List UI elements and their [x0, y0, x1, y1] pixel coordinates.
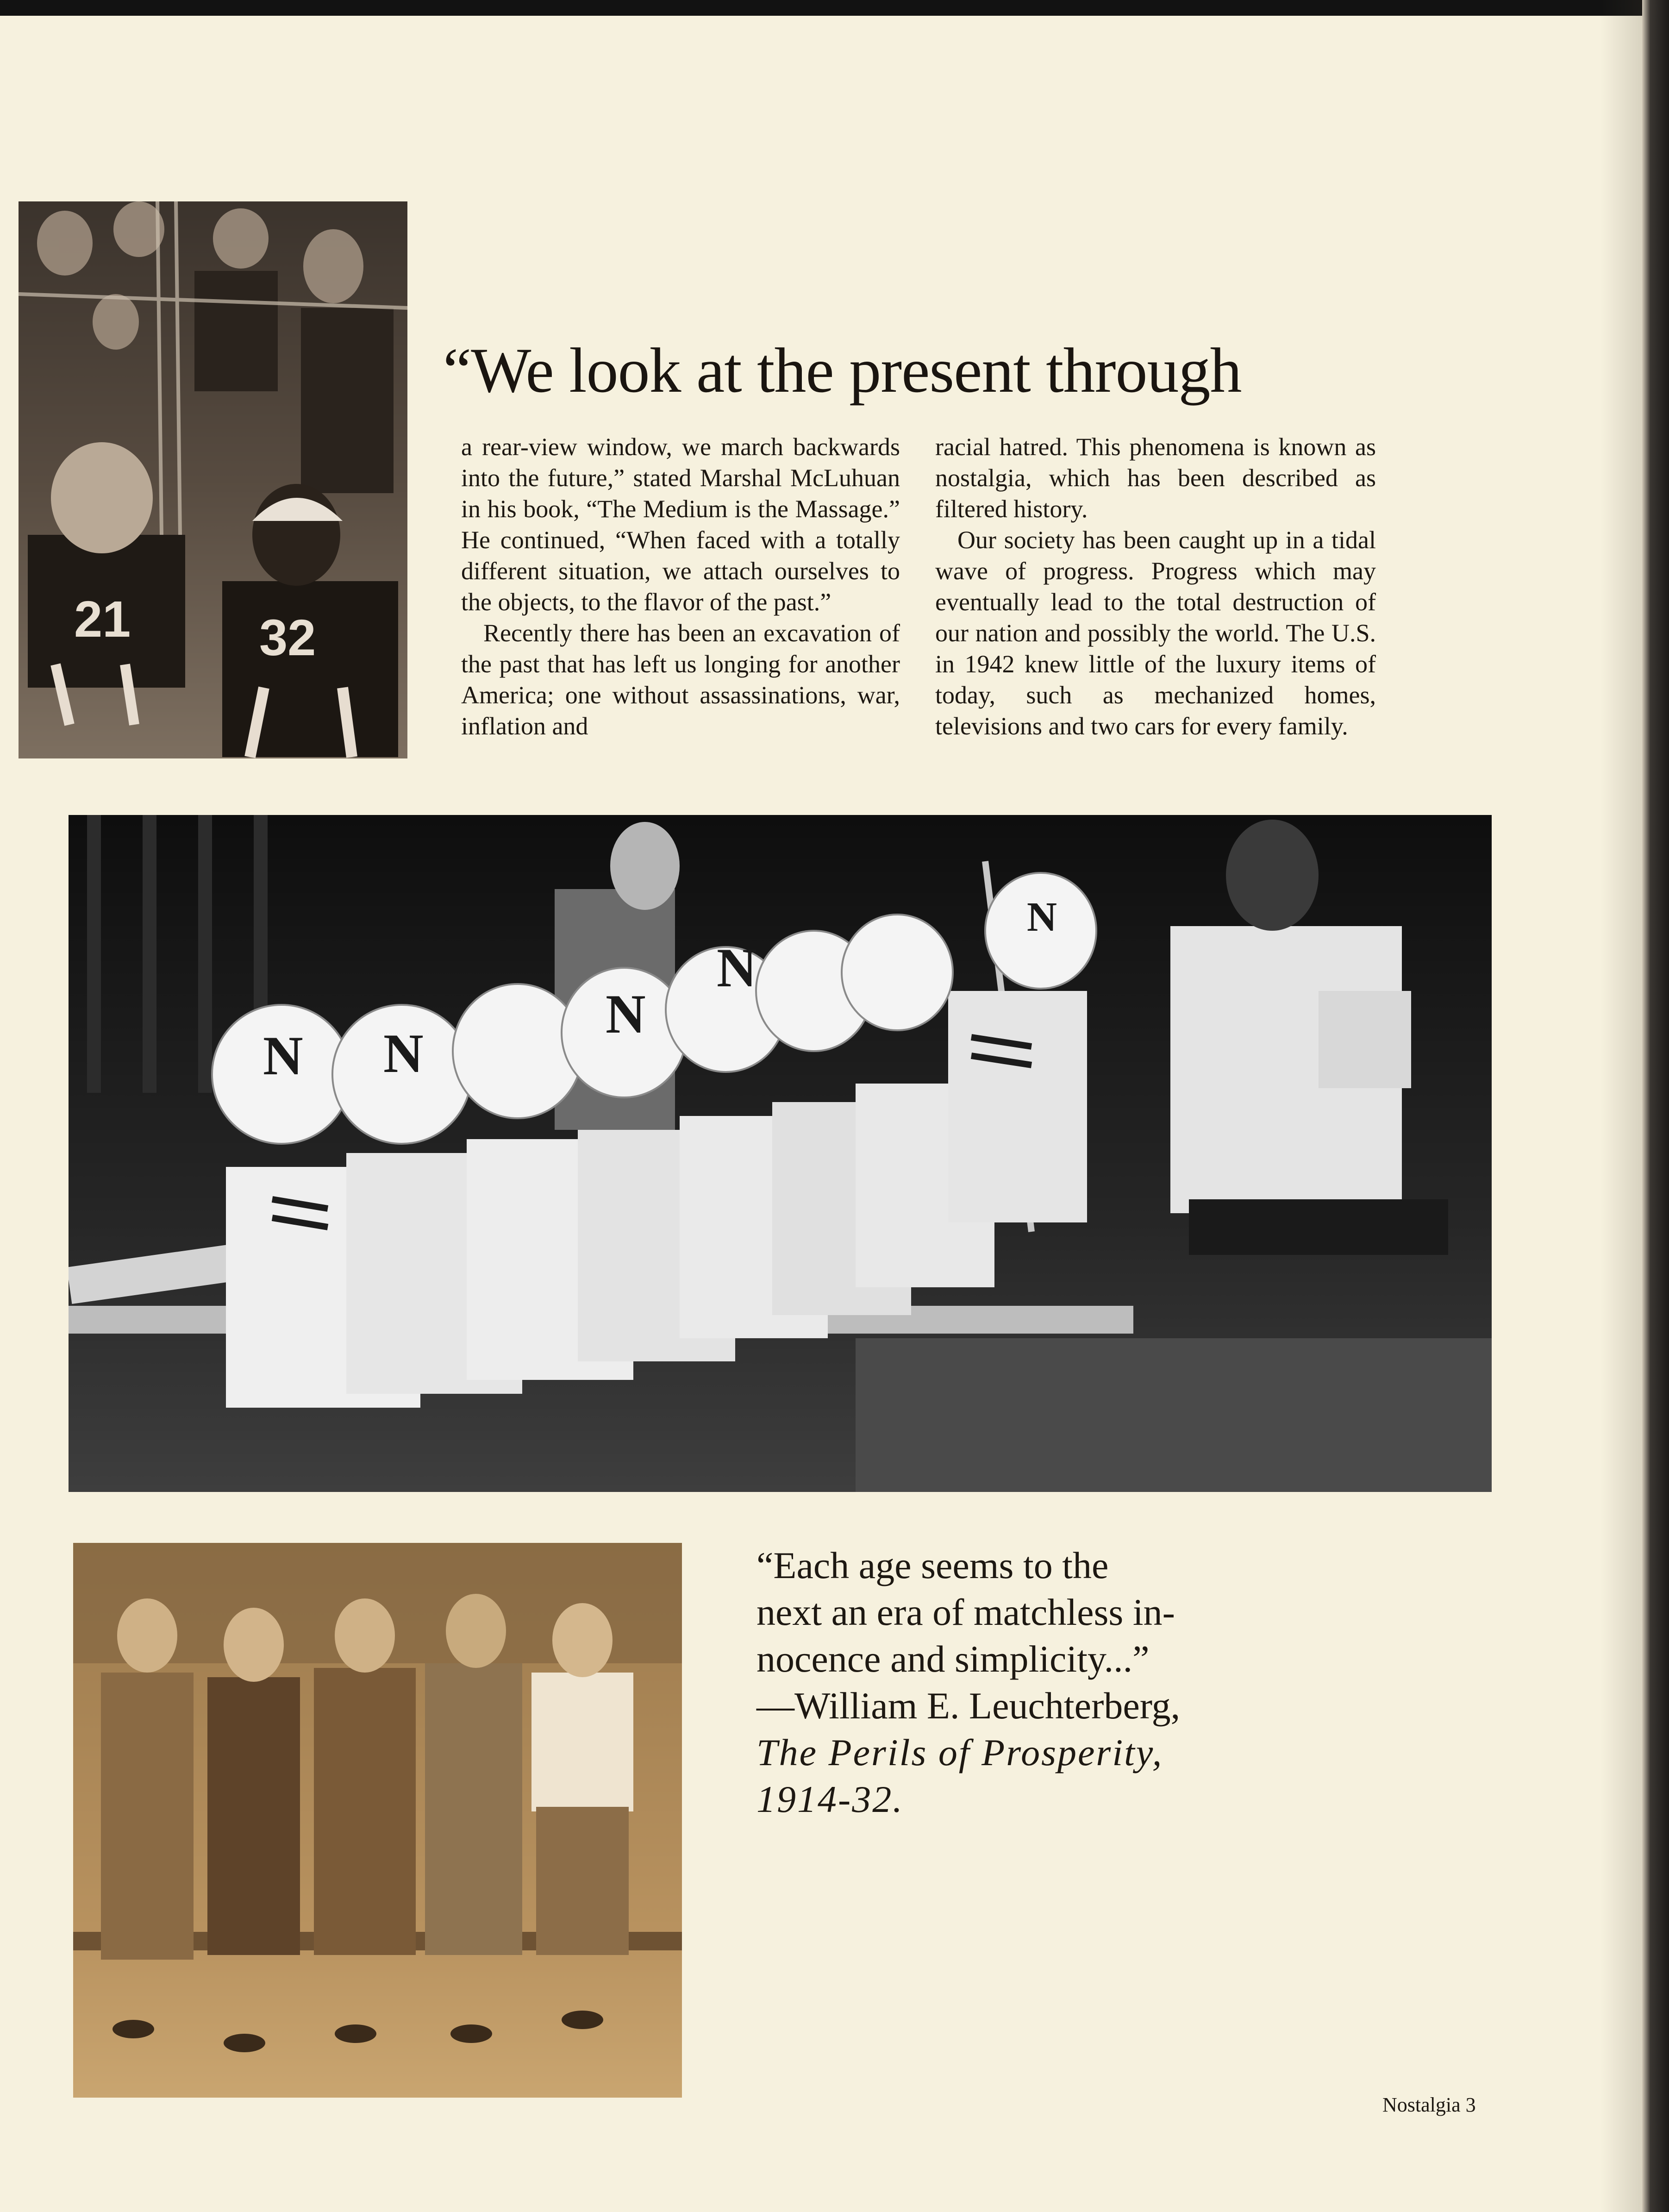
article-column-right — [935, 432, 1376, 742]
jersey-number-21: 21 — [74, 591, 131, 648]
right-paragraph-2: Our society has been caught up in a tidal wave of progress. Progress which may eventually lead to the total destruction of our nation and possibly the world. The U.S. in 1942 knew little of the luxury items of today, such as mechanized homes, televisions and two cars for every family. — [935, 526, 1376, 740]
helmet-letter: N — [717, 937, 757, 998]
quote-source-years: 1914-32. — [756, 1778, 904, 1820]
quote-attribution: —William E. Leuchterberg, — [756, 1685, 1181, 1727]
page-right-edge — [1642, 0, 1669, 2212]
left-paragraph-1: a rear-view window, we march backwards into the future,” stated Marshal McLuhuan in his book, “The Medium is the Massage.” He continued, “When faced with a totally different situation, we attach ourselves to the objects, to the flavor of the past.” — [461, 433, 900, 616]
helmet-letter: N — [383, 1022, 424, 1084]
left-paragraph-2: Recently there has been an excavation of the past that has left us longing for another America; one without assassinations, war, inflation and — [461, 619, 900, 740]
page-top-edge — [0, 0, 1669, 16]
right-paragraph-1: racial hatred. This phenomena is known as nostalgia, which has been described as filtered history. — [935, 433, 1376, 523]
football-players-stands-photo — [19, 201, 407, 758]
page-gutter-shadow — [1600, 0, 1642, 2212]
article-headline: “We look at the present through — [443, 335, 1242, 406]
article-column-left — [461, 432, 900, 742]
helmet-letter: N — [263, 1025, 303, 1086]
football-bench-photo — [69, 815, 1492, 1492]
helmet-letter: N — [606, 983, 646, 1045]
quote-line: “Each age seems to the — [756, 1544, 1109, 1586]
quote-line: next an era of matchless in- — [756, 1591, 1175, 1633]
women-group-photo — [73, 1543, 682, 2098]
helmet-letter: N — [1027, 894, 1057, 940]
page-folio: Nostalgia 3 — [1382, 2093, 1476, 2116]
quote-source-title: The Perils of Prosperity, — [756, 1731, 1163, 1773]
jersey-number-32: 32 — [259, 609, 316, 666]
pull-quote — [756, 1542, 1192, 1823]
quote-line: nocence and simplicity...” — [756, 1638, 1150, 1680]
